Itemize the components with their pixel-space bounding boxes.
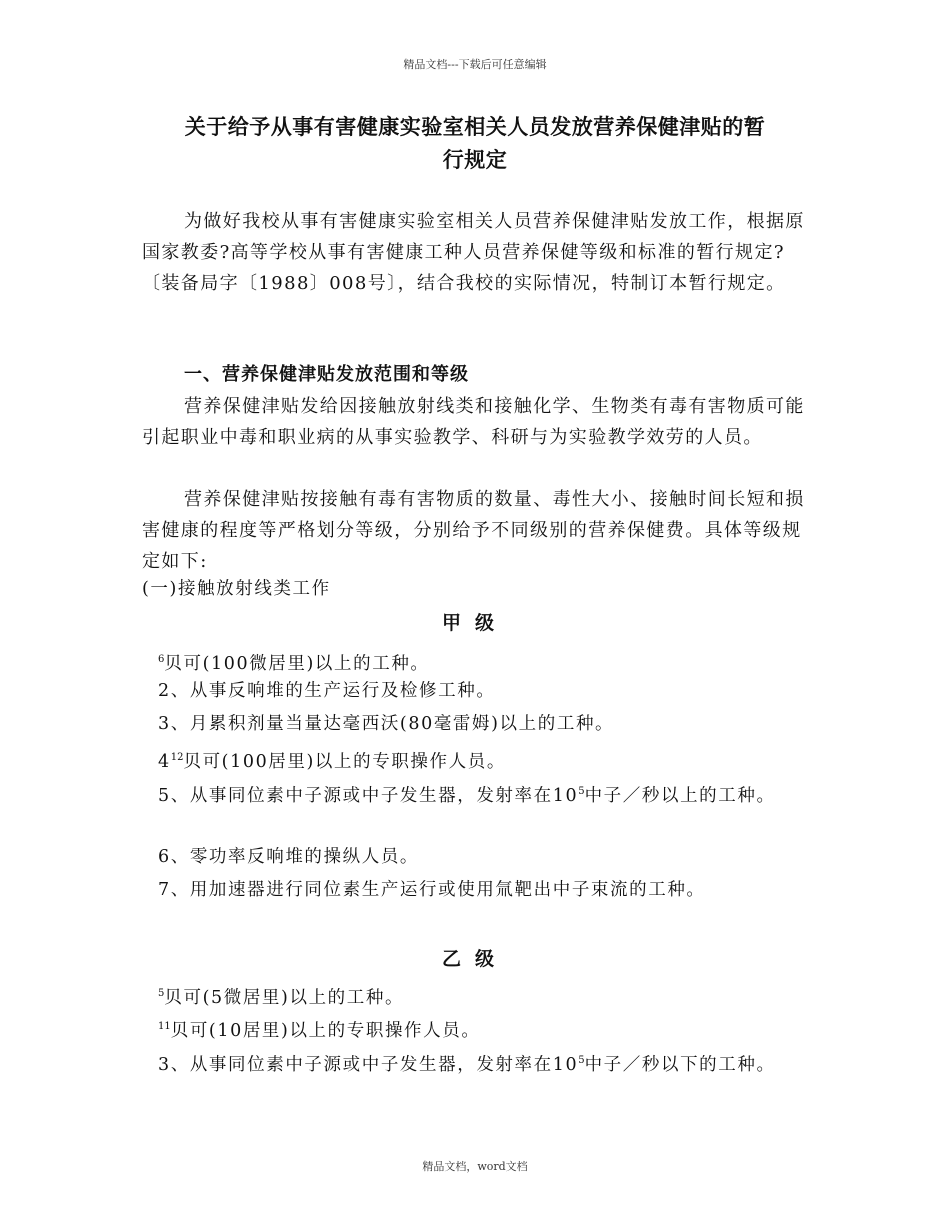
- section-1-paragraph-1: 营养保健津贴发给因接触放射线类和接触化学、生物类有毒有害物质可能引起职业中毒和职业病的从事实验教学、科研与为实验教学效劳的人员。: [142, 396, 805, 448]
- superscript: 6: [158, 654, 165, 665]
- title-line-1: 关于给予从事有害健康实验室相关人员发放营养保健津贴的暂: [184, 114, 766, 139]
- superscript: 5: [158, 988, 165, 999]
- superscript: 11: [158, 1021, 171, 1032]
- grade-a-item-3: 3、月累积剂量当量达毫西沃(80毫雷姆)以上的工种。: [158, 714, 615, 734]
- superscript: 5: [578, 786, 585, 797]
- grade-a-heading: 甲级: [441, 612, 508, 634]
- grade-b-heading: 乙级: [441, 948, 508, 970]
- grade-a-item-6: 6、零功率反响堆的操纵人员。: [158, 847, 420, 867]
- document-title: [140, 110, 810, 176]
- grade-a-item-7: 7、用加速器进行同位素生产运行或使用氚靶出中子束流的工种。: [158, 880, 706, 900]
- superscript: 12: [170, 752, 184, 763]
- superscript: 5: [578, 1055, 585, 1066]
- intro-paragraph: 为做好我校从事有害健康实验室相关人员营养保健津贴发放工作，根据原国家教委?高等学校从事有害健康工种人员营养保健等级和标准的暂行规定?〔装备局字〔1988〕008号〕，结合我校的实际情况，特制订本暂行规定。: [142, 211, 805, 294]
- grade-b-item-3: 3、从事同位素中子源或中子发生器，发射率在$10^5$中子／秒以下的工种。: [158, 1055, 776, 1075]
- grade-b-item-1: $^5$贝可(5微居里)以上的工种。: [158, 988, 405, 1008]
- title-line-2: 行规定: [442, 147, 508, 172]
- page-header: 精品文档---下载后可任意编辑: [403, 58, 547, 71]
- grade-a-item-5: 5、从事同位素中子源或中子发生器，发射率在$10^5$中子／秒以上的工种。: [158, 786, 776, 806]
- grade-b-item-2: $^{11}$贝可(10居里)以上的专职操作人员。: [158, 1021, 481, 1041]
- section-1-heading: 一、营养保健津贴发放范围和等级: [184, 364, 469, 385]
- grade-a-item-1: $^6$贝可(100微居里)以上的工种。: [158, 654, 430, 674]
- subsection-radiation: (一)接触放射线类工作: [142, 579, 331, 599]
- grade-a-item-2: 2、从事反响堆的生产运行及检修工种。: [158, 681, 496, 701]
- section-1-paragraph-2: 营养保健津贴按接触有毒有害物质的数量、毒性大小、接触时间长短和损害健康的程度等严格划分等级，分别给予不同级别的营养保健费。具体等级规定如下:: [142, 489, 805, 572]
- page-footer: 精品文档，word文档: [422, 1160, 528, 1173]
- grade-a-item-4: $4^{12}$贝可(100居里)以上的专职操作人员。: [158, 752, 506, 772]
